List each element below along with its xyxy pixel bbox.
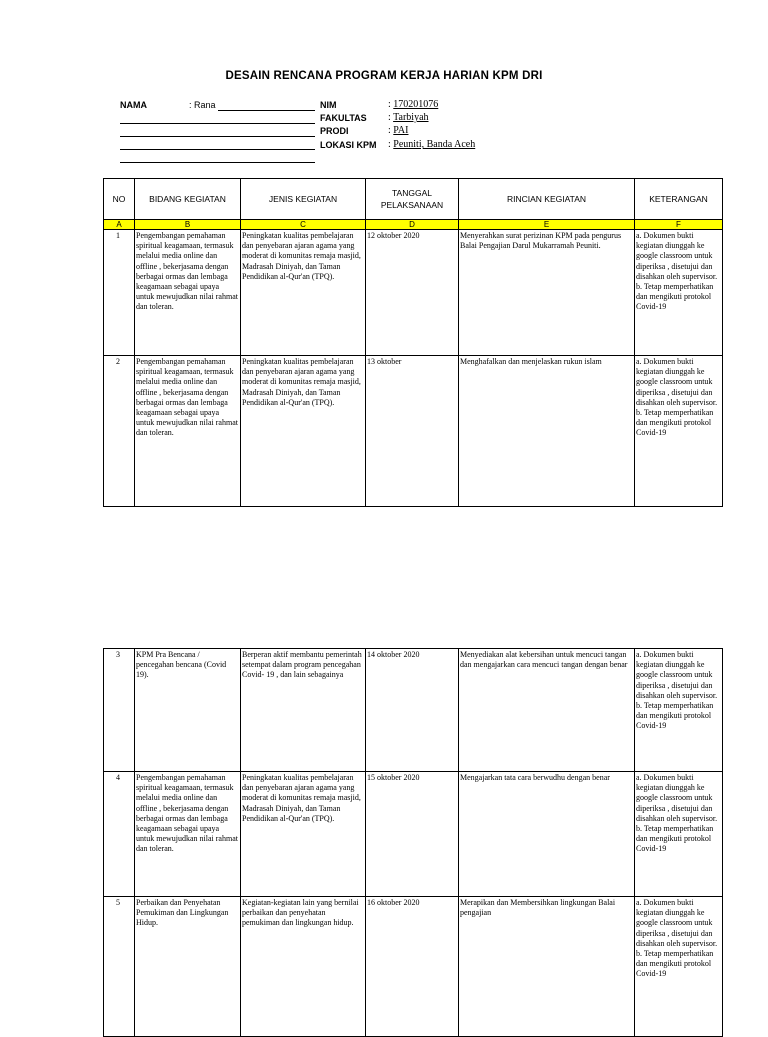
table-row <box>104 649 723 772</box>
cell-no: 2 <box>104 356 135 507</box>
table-row <box>104 230 723 356</box>
cell-jenis: Peningkatan kualitas pembelajaran dan penyebaran ajaran agama yang moderat di komunitas remaja masjid, Madrasah Diniyah, dan Taman Pendidikan al-Qur'an (TPQ). <box>241 356 366 507</box>
nama-label: NAMA <box>120 100 147 110</box>
letter-f: F <box>635 220 723 230</box>
cell-no: 4 <box>104 772 135 897</box>
blank-line-4 <box>120 162 315 163</box>
blank-line-2 <box>120 136 315 137</box>
prodi-field <box>388 125 408 136</box>
letter-e: E <box>459 220 635 230</box>
header-keterangan: KETERANGAN <box>635 179 723 220</box>
nim-field <box>388 99 438 110</box>
table-header-row <box>104 179 723 220</box>
cell-no: 5 <box>104 897 135 1037</box>
blank-line-1 <box>120 123 315 124</box>
cell-jenis: Peningkatan kualitas pembelajaran dan penyebaran ajaran agama yang moderat di komunitas remaja masjid, Madrasah Diniyah, dan Taman Pendidikan al-Qur'an (TPQ). <box>241 230 366 356</box>
cell-rincian: Menyerahkan surat perizinan KPM pada pengurus Balai Pengajian Darul Mukarramah Peuniti. <box>459 230 635 356</box>
program-table-part-1 <box>103 178 723 507</box>
cell-keterangan: a. Dokumen bukti kegiatan diunggah ke google classroom untuk diperiksa , disetujui dan disahkan oleh supervisor. b. Tetap memperhatikan dan mengikuti protokol Covid-19 <box>635 649 723 772</box>
prodi-value: PAI <box>393 125 409 136</box>
cell-bidang: Pengembangan pemahaman spiritual keagamaan, termasuk melalui media online dan offline , bekerjasama dengan berbagai ormas dan lembaga keagamaan sebagai upaya untuk mewujudkan nilai rahmat dan toleran. <box>135 230 241 356</box>
header-no: NO <box>104 179 135 220</box>
cell-rincian: Merapikan dan Membersihkan lingkungan Balai pengajian <box>459 897 635 1037</box>
nama-underline <box>218 110 315 111</box>
cell-tanggal: 14 oktober 2020 <box>366 649 459 772</box>
column-letter-row <box>104 220 723 230</box>
cell-tanggal: 12 oktober 2020 <box>366 230 459 356</box>
cell-no: 1 <box>104 230 135 356</box>
cell-bidang: Perbaikan dan Penyehatan Pemukiman dan Lingkungan Hidup. <box>135 897 241 1037</box>
cell-no: 3 <box>104 649 135 772</box>
cell-tanggal: 13 oktober <box>366 356 459 507</box>
prodi-colon: : <box>388 125 394 136</box>
document-title: DESAIN RENCANA PROGRAM KERJA HARIAN KPM DRI <box>225 70 543 82</box>
letter-b: B <box>135 220 241 230</box>
lokasi-colon: : <box>388 139 394 150</box>
cell-tanggal: 16 oktober 2020 <box>366 897 459 1037</box>
table-row <box>104 897 723 1037</box>
letter-c: C <box>241 220 366 230</box>
header-bidang: BIDANG KEGIATAN <box>135 179 241 220</box>
cell-bidang: KPM Pra Bencana / pencegahan bencana (Covid 19). <box>135 649 241 772</box>
table-row <box>104 356 723 507</box>
fakultas-field <box>388 112 429 123</box>
nim-label: NIM <box>320 100 337 110</box>
blank-line-3 <box>120 149 315 150</box>
nim-value: 170201076 <box>393 99 439 110</box>
cell-jenis: Berperan aktif membantu pemerintah setempat dalam program pencegahan Covid- 19 , dan lain sebagainya <box>241 649 366 772</box>
header-jenis: JENIS KEGIATAN <box>241 179 366 220</box>
letter-d: D <box>366 220 459 230</box>
nama-value: : Rana <box>189 100 216 110</box>
fakultas-colon: : <box>388 112 394 123</box>
table-row <box>104 772 723 897</box>
prodi-label: PRODI <box>320 126 349 136</box>
nim-colon: : <box>388 99 394 110</box>
cell-keterangan: a. Dokumen bukti kegiatan diunggah ke google classroom untuk diperiksa , disetujui dan disahkan oleh supervisor. b. Tetap memperhatikan dan mengikuti protokol Covid-19 <box>635 897 723 1037</box>
program-table-part-2 <box>103 648 723 1037</box>
cell-bidang: Pengembangan pemahaman spiritual keagamaan, termasuk melalui media online dan offline , bekerjasama dengan berbagai ormas dan lembaga keagamaan sebagai upaya untuk mewujudkan nilai rahmat dan toleran. <box>135 356 241 507</box>
cell-keterangan: a. Dokumen bukti kegiatan diunggah ke google classroom untuk diperiksa , disetujui dan disahkan oleh supervisor. b. Tetap memperhatikan dan mengikuti protokol Covid-19 <box>635 356 723 507</box>
cell-rincian: Mengajarkan tata cara berwudhu dengan benar <box>459 772 635 897</box>
cell-bidang: Pengembangan pemahaman spiritual keagamaan, termasuk melalui media online dan offline , bekerjasama dengan berbagai ormas dan lembaga keagamaan sebagai upaya untuk mewujudkan nilai rahmat dan toleran. <box>135 772 241 897</box>
cell-rincian: Menghafalkan dan menjelaskan rukun islam <box>459 356 635 507</box>
cell-tanggal: 15 oktober 2020 <box>366 772 459 897</box>
lokasi-value: Peuniti, Banda Aceh <box>393 139 476 150</box>
header-tanggal: TANGGAL PELAKSANAAN <box>366 179 459 220</box>
lokasi-field <box>388 139 475 150</box>
letter-a: A <box>104 220 135 230</box>
cell-keterangan: a. Dokumen bukti kegiatan diunggah ke google classroom untuk diperiksa , disetujui dan disahkan oleh supervisor. b. Tetap memperhatikan dan mengikuti protokol Covid-19 <box>635 772 723 897</box>
fakultas-value: Tarbiyah <box>393 112 429 123</box>
header-rincian: RINCIAN KEGIATAN <box>459 179 635 220</box>
cell-rincian: Menyediakan alat kebersihan untuk mencuci tangan dan mengajarkan cara mencuci tangan dengan benar <box>459 649 635 772</box>
cell-jenis: Kegiatan-kegiatan lain yang bernilai perbaikan dan penyehatan pemukiman dan lingkungan hidup. <box>241 897 366 1037</box>
fakultas-label: FAKULTAS <box>320 113 367 123</box>
lokasi-label: LOKASI KPM <box>320 140 377 150</box>
cell-jenis: Peningkatan kualitas pembelajaran dan penyebaran ajaran agama yang moderat di komunitas remaja masjid, Madrasah Diniyah, dan Taman Pendidikan al-Qur'an (TPQ). <box>241 772 366 897</box>
cell-keterangan: a. Dokumen bukti kegiatan diunggah ke google classroom untuk diperiksa , disetujui dan disahkan oleh supervisor. b. Tetap memperhatikan dan mengikuti protokol Covid-19 <box>635 230 723 356</box>
